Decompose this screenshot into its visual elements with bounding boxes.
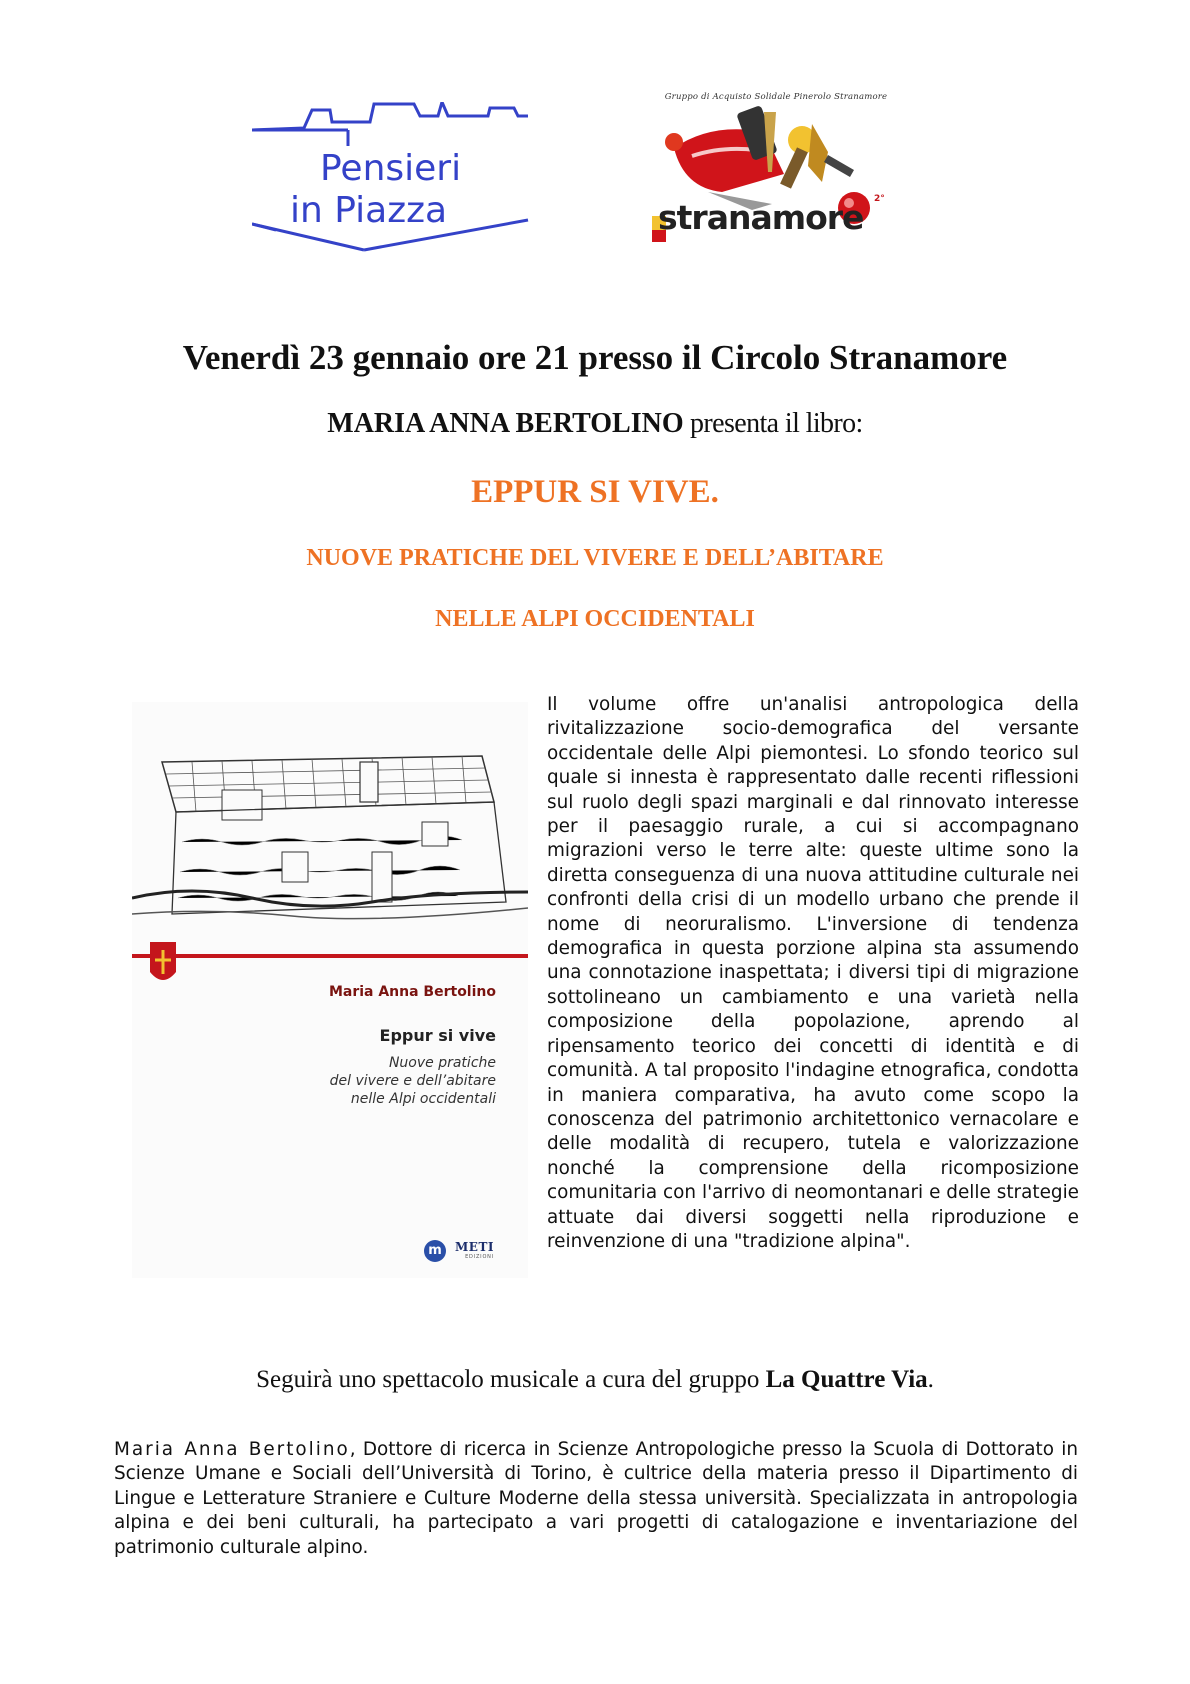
logo-line2: in Piazza	[290, 190, 448, 231]
cover-subtitle-line: nelle Alpi occidentali	[350, 1091, 496, 1107]
stranamore-collage-icon	[652, 92, 900, 268]
event-date-line: Venerdì 23 gennaio ore 21 presso il Circolo Stranamore	[182, 338, 1008, 377]
author-bio	[114, 1438, 1078, 1560]
stranamore-year: 2°	[874, 194, 885, 204]
music-announcement	[0, 1366, 1190, 1394]
coat-of-arms-icon	[148, 940, 178, 990]
pensieri-in-piazza-icon	[252, 102, 530, 252]
bio-text: , Dottore di ricerca in Scienze Antropologiche presso la Scuola di Dottorato in Scienze Umane e Sociali dell’Università di Torino, è cultrice della materia presso il Dipartimento di Lingue e Letterature Straniere e Culture Moderne della stessa università. Specializzata in antropologia alpina e dei beni culturali, ha partecipato a vari progetti di catalogazione e inventariazione del patrimonio culturale alpino.	[114, 1439, 1078, 1558]
music-text: Seguirà uno spettacolo musicale a cura del gruppo	[256, 1366, 766, 1393]
bio-name: Maria Anna Bertolino	[114, 1439, 350, 1460]
stranamore-caption: Gruppo di Acquisto Solidale Pinerolo Stranamore	[664, 92, 888, 102]
logo-line1: Pensieri	[320, 148, 462, 189]
stranamore-logo	[652, 92, 900, 268]
stranamore-wordmark: stranamore	[658, 198, 864, 237]
author-name: MARIA ANNA BERTOLINO	[327, 408, 684, 439]
publisher-logo-icon: m	[424, 1240, 446, 1262]
author-presents-line	[0, 408, 1190, 440]
cover-subtitle	[236, 1054, 496, 1108]
presents-text: presenta il libro:	[683, 408, 863, 439]
book-subtitle-line1: NUOVE PRATICHE DEL VIVERE E DELL’ABITARE	[306, 545, 884, 571]
cover-publisher-sub: EDIZIONI	[465, 1254, 494, 1260]
cover-red-band	[132, 954, 528, 958]
book-title: EPPUR SI VIVE.	[471, 474, 719, 510]
cover-author: Maria Anna Bertolino	[328, 984, 496, 1000]
house-sketch-icon	[132, 702, 528, 954]
music-group: La Quattre Via	[765, 1366, 928, 1393]
cover-subtitle-line: Nuove pratiche	[388, 1055, 496, 1071]
cover-subtitle-line: del vivere e dell’abitare	[329, 1073, 496, 1089]
pensieri-in-piazza-logo	[252, 102, 530, 252]
book-description: Il volume offre un'analisi antropologica della rivitalizzazione socio-demografica del versante occidentale delle Alpi piemontesi. Lo sfondo teorico sul quale si innesta è rappresentato dalle recenti riflessioni sul ruolo degli spazi marginali e dal rinnovato interesse per il paesaggio rurale, a cui si accompagnano migrazioni verso le terre alte: queste ultime sono la diretta conseguenza di una nuova attitudine culturale nei confronti della crisi di un modello urbano che prende il nome di neoruralismo. L'inversione di tendenza demografica in questa porzione alpina sta assumendo una connotazione inaspettata; i diversi tipi di migrazione sottolineano un cambiamento e una varietà nella composizione della popolazione, aprendo al ripensamento teorico dei concetti di identità e di comunità. A tal proposito l'indagine etnografica, condotta in maniera comparativa, ha avuto come scopo la conoscenza del patrimonio architettonico vernacolare e delle modalità di recupero, tutela e valorizzazione nonché la comprensione della ricomposizione comunitaria con l'arrivo di neomontanari e delle strategie attuate dai diversi soggetti nella riproduzione e reinvenzione di una "tradizione alpina".	[547, 694, 1079, 1252]
book-subtitle-line2: NELLE ALPI OCCIDENTALI	[435, 606, 755, 632]
music-end: .	[927, 1366, 934, 1393]
book-cover-image	[132, 702, 528, 1278]
cover-publisher: METI	[455, 1240, 494, 1254]
cover-title: Eppur si vive	[379, 1026, 496, 1045]
